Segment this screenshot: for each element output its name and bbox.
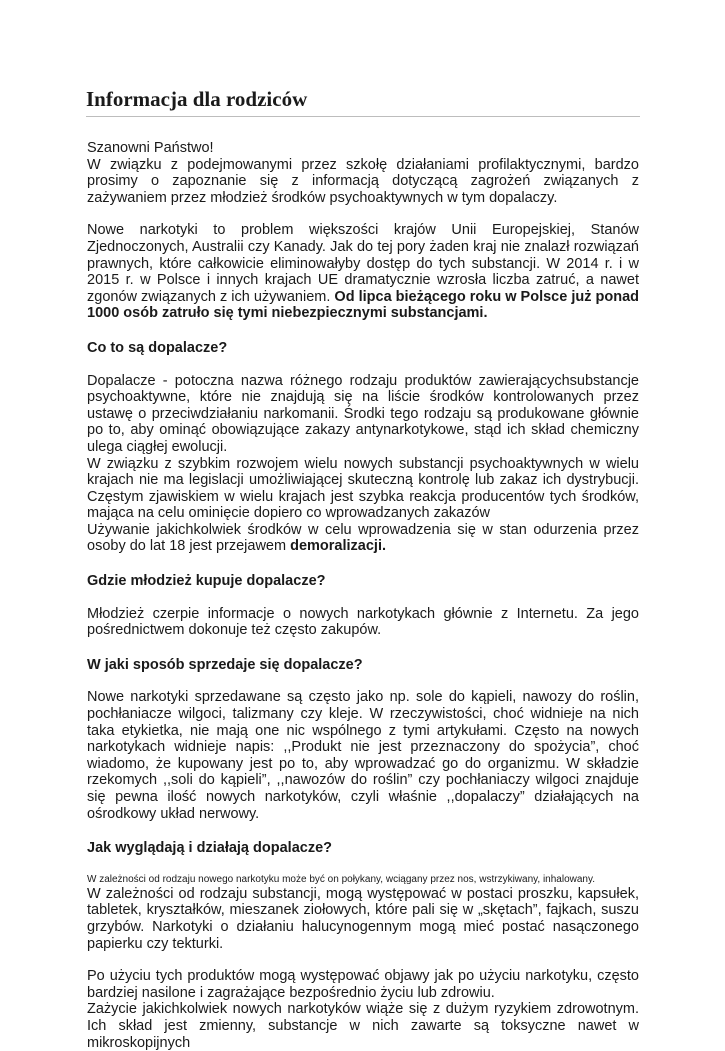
symptoms-paragraph: Po użyciu tych produktów mogą występować objawy jak po użyciu narkotyku, często bardziej nasilone i zagrażające bezpośrednio życiu lub zdrowiu. bbox=[87, 968, 639, 1001]
context-paragraph bbox=[87, 222, 639, 322]
definition-paragraph: Dopalacze - potoczna nazwa różnego rodzaju produktów zawierającychsubstancje psychoaktywne, które nie znajdują się na liście środków kontrolowanych przez ustawę o przeciwdziałaniu narkomanii. Środki tego rodzaju są produkowane głównie po to, aby ominąć obowiązujące zakazy antynarkotykowe, stąd ich skład chemiczny ulega ciągłej ewolucji. bbox=[87, 372, 639, 455]
sales-paragraph: Nowe narkotyki sprzedawane są często jako np. sole do kąpieli, nawozy do roślin, pochłaniacze wilgoci, talizmany czy kleje. W rzeczywistości, choć widnieje na nich taka etykietka, nie mają one nic wspólnego z tymi artykułami. Często na nowych narkotykach widnieje napis: ,,Produkt nie jest przeznaczony do spożycia”, choć wiadomo, że kupowany jest po to, aby wprowadzać go do organizmu. W składzie rzekomych ,,soli do kąpieli”, ,,nawozów do roślin” czy pochłaniaczy wilgoci znajduje się pewna ilość nowych narkotyków, czyli właśnie ,,dopalaczy” działających na ośrodkowy układ nerwowy. bbox=[87, 689, 639, 822]
section-heading-where: Gdzie młodzież kupuje dopalacze? bbox=[87, 573, 326, 590]
risk-paragraph: Zażycie jakichkolwiek nowych narkotyków wiąże się z dużym ryzykiem zdrowotnym. Ich skład jest zmienny, substancje w nich zawarte są toksyczne nawet w mikroskopijnych bbox=[87, 1001, 639, 1051]
page-title: Informacja dla rodziców bbox=[86, 86, 640, 117]
demoralization-paragraph bbox=[87, 522, 639, 555]
internet-paragraph: Młodzież czerpie informacje o nowych narkotykach głównie z Internetu. Za jego pośrednictwem dokonuje też często zakupów. bbox=[87, 605, 639, 639]
forms-paragraph: W zależności od rodzaju substancji, mogą występować w postaci proszku, kapsułek, tabletek, kryształków, mieszanek ziołowych, które pali się w „skętach”, fajkach, suszu grzybów. Narkotyki o działaniu halucynogennym mogą mieć postać nasączonego papierku czy tekturki. bbox=[87, 885, 639, 952]
context-bold-text: Od lipca bieżącego roku w Polsce już ponad 1000 osób zatruło się tymi niebezpiecznymi substancjami. bbox=[87, 288, 639, 322]
section-heading-how-sold: W jaki sposób sprzedaje się dopalacze? bbox=[87, 656, 363, 673]
demoralization-text: Używanie jakichkolwiek środków w celu wprowadzenia się w stan odurzenia przez osoby do lat 18 jest przejawem bbox=[87, 521, 639, 555]
greeting: Szanowni Państwo! bbox=[87, 140, 214, 156]
demoralization-bold-text: demoralizacji. bbox=[290, 538, 387, 555]
document-body bbox=[87, 140, 639, 1051]
legislation-paragraph: W związku z szybkim rozwojem wielu nowych substancji psychoaktywnych w wielu krajach nie ma legislacji umożliwiającej skuteczną kontrolę lub zakaz ich dystrybucji. Częstym zjawiskiem w wielu krajach jest szybka reakcja producentów tych środków, mająca na celu ominięcie dopiero co wprowadzanych zakazów bbox=[87, 455, 639, 522]
administration-note: W zależności od rodzaju nowego narkotyku może być on połykany, wciągany przez nos, wstrzykiwany, inhalowany. bbox=[87, 873, 596, 885]
intro-paragraph: W związku z podejmowanymi przez szkołę działaniami profilaktycznymi, bardzo prosimy o zapoznanie się z informacją dotyczącą zagrożeń związanych z zażywaniem przez młodzież środków psychoaktywnych w tym dopalaczy. bbox=[87, 156, 639, 206]
section-heading-appearance: Jak wyglądają i działają dopalacze? bbox=[87, 840, 332, 857]
section-heading-what: Co to są dopalacze? bbox=[87, 339, 228, 356]
context-text: Nowe narkotyki to problem większości krajów Unii Europejskiej, Stanów Zjednoczonych, Australii czy Kanady. Jak do tej pory żaden kraj nie znalazł rozwiązań prawnych, które całkowicie eliminowałyby dostęp do tych substancji. W 2014 r. i w 2015 r. w Polsce i innych krajach UE dramatycznie wzrosła liczba zatruć, a nawet zgonów związanych z ich używaniem. bbox=[87, 222, 639, 305]
